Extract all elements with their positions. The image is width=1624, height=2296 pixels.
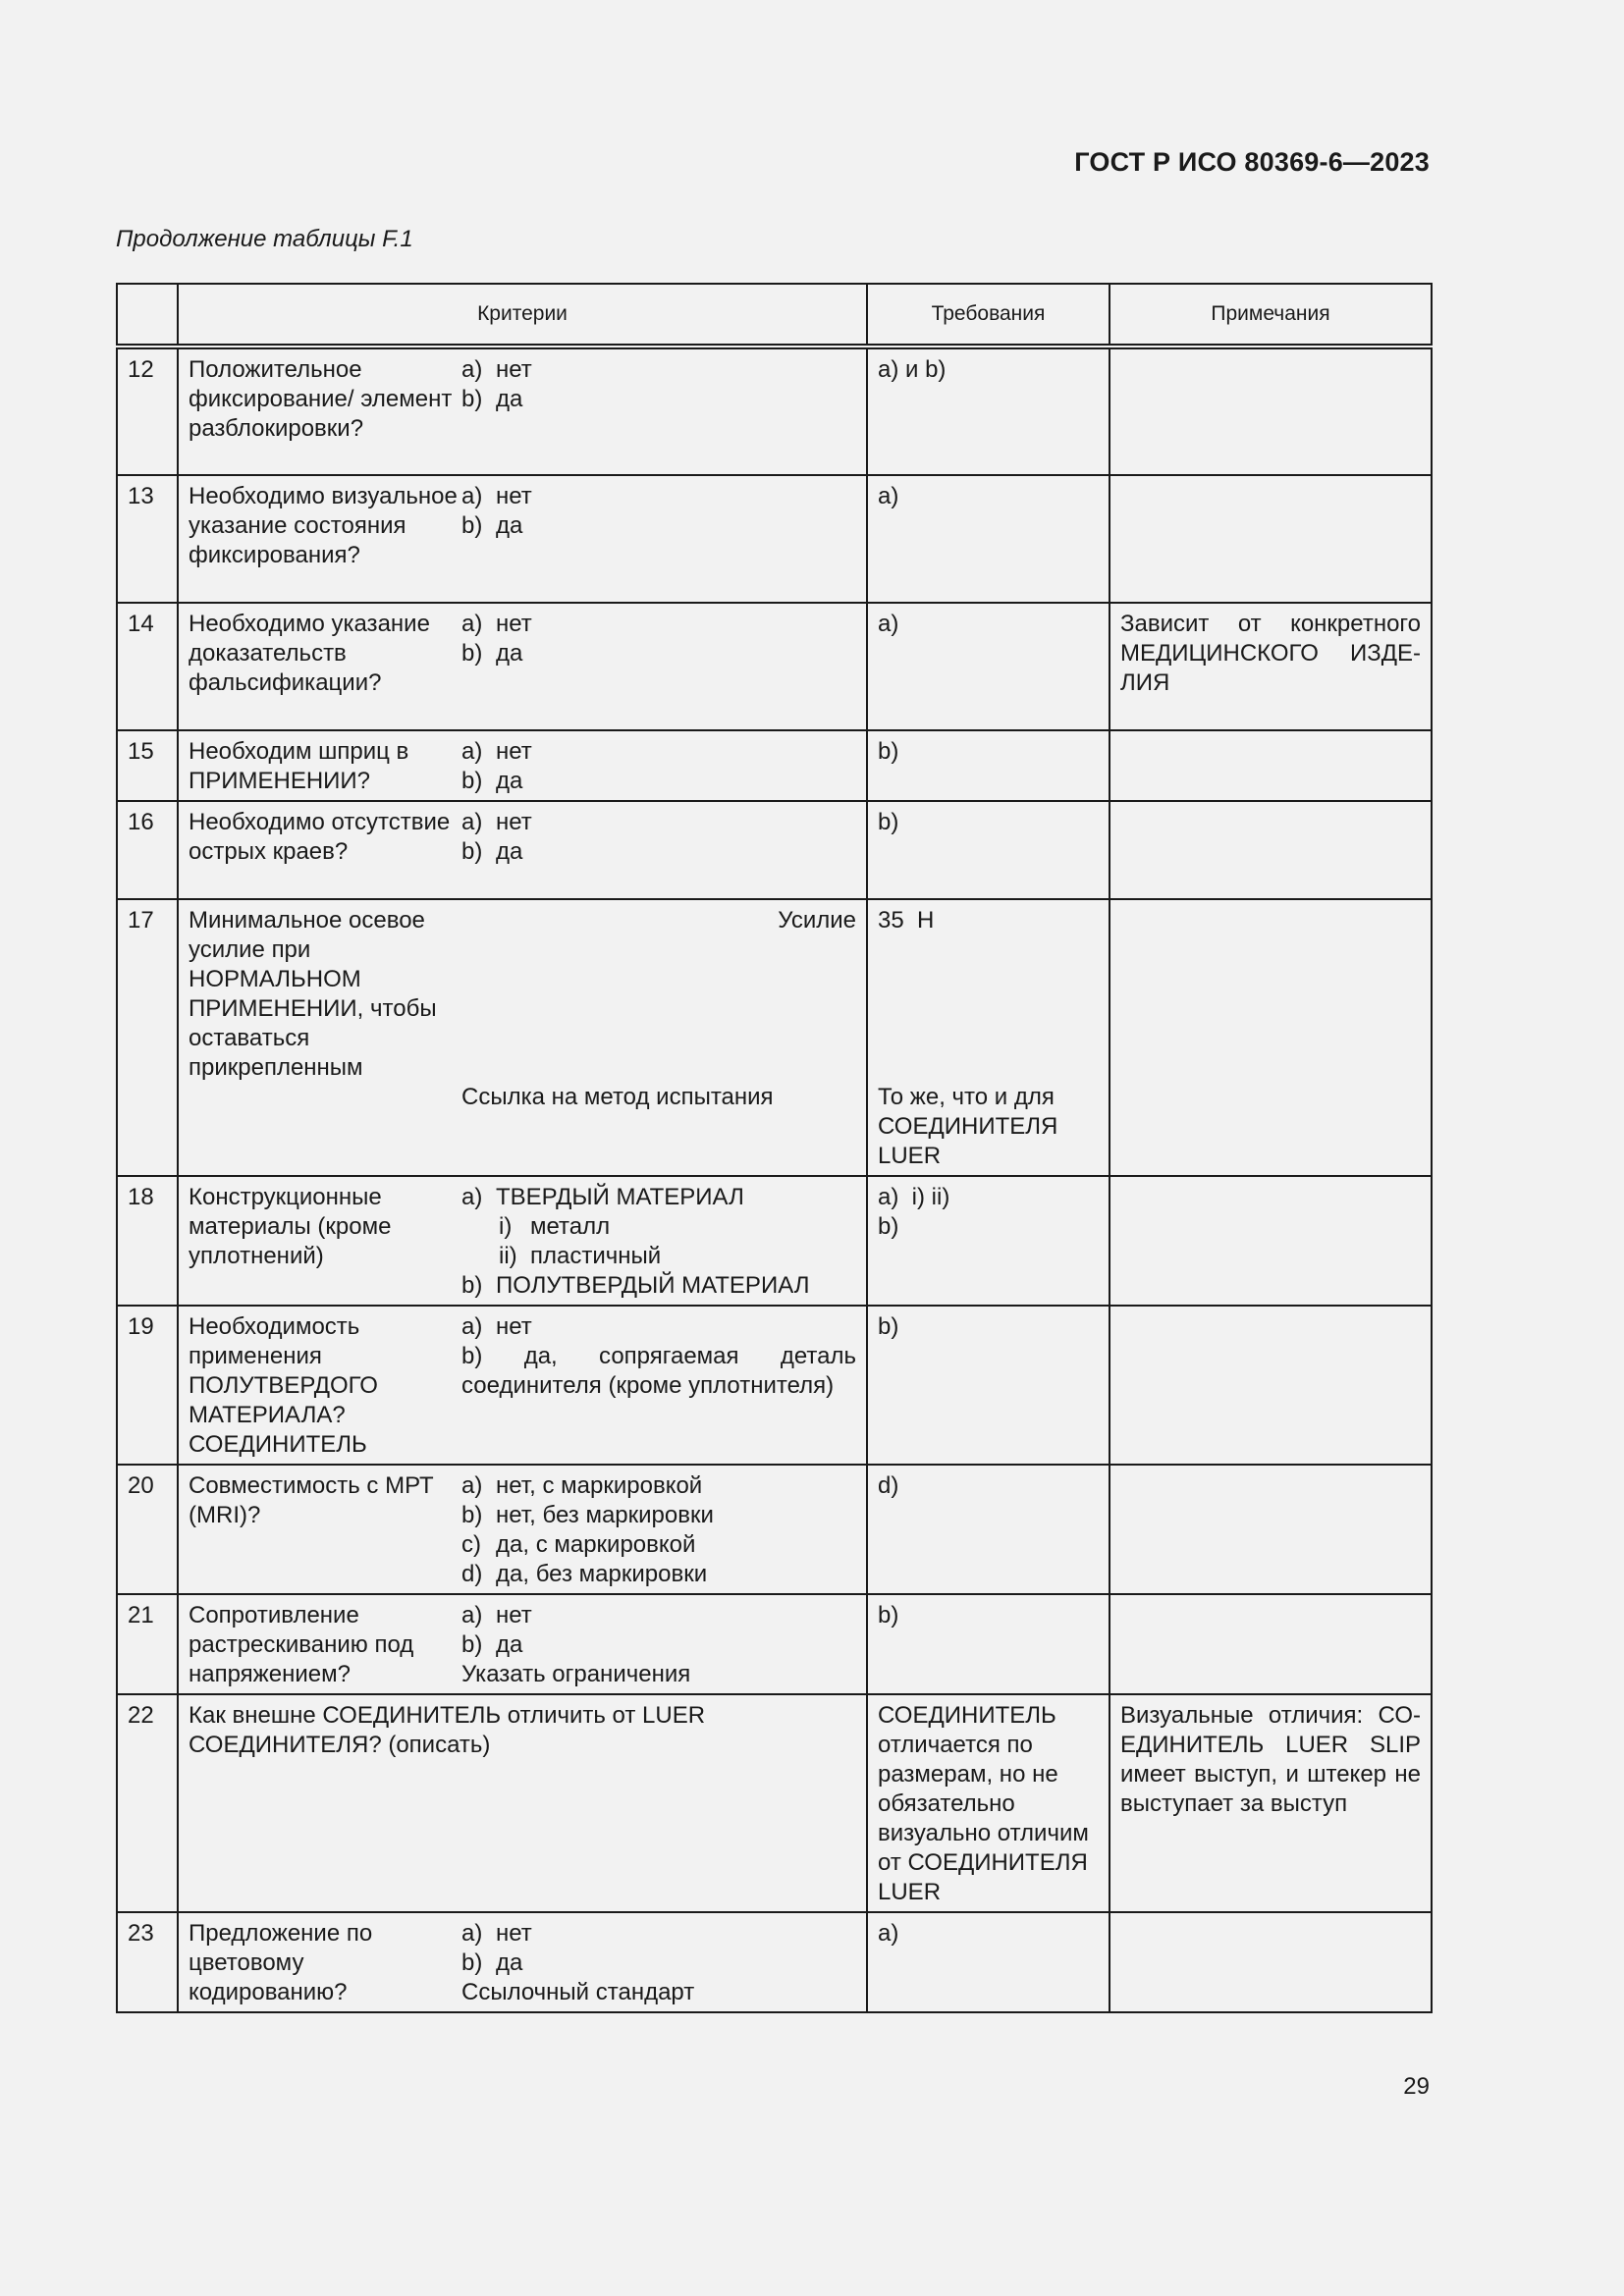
criteria-options xyxy=(461,808,856,867)
page-number: 29 xyxy=(1403,2073,1430,2100)
table-row xyxy=(117,730,1432,801)
header-criteria: Критерии xyxy=(178,284,867,347)
criteria-cell xyxy=(178,603,867,730)
criteria-options xyxy=(461,355,856,444)
criteria-cell xyxy=(178,1594,867,1694)
criteria-options xyxy=(461,482,856,570)
option: b) да xyxy=(461,386,523,412)
criteria-cell xyxy=(178,1176,867,1306)
criteria-cell xyxy=(178,730,867,801)
criteria-question: Конструкционные материалы (кроме уплотнений) xyxy=(189,1184,392,1269)
criteria-question: Необходимо отсутствие острых краев? xyxy=(189,809,451,865)
option: b) да xyxy=(461,768,523,794)
row-number: 15 xyxy=(117,730,178,801)
option: a) нет xyxy=(461,611,532,637)
requirement-cell xyxy=(867,899,1110,1176)
row-number: 18 xyxy=(117,1176,178,1306)
requirement-cell: a) xyxy=(867,603,1110,730)
table-row xyxy=(117,1176,1432,1306)
criteria-options xyxy=(461,1601,856,1689)
criteria-cell xyxy=(178,1306,867,1465)
header-requirements: Требования xyxy=(867,284,1110,347)
row-number: 12 xyxy=(117,347,178,475)
note-cell xyxy=(1110,475,1432,603)
requirement-cell: b) xyxy=(867,801,1110,899)
note-cell xyxy=(1110,899,1432,1176)
option: a) ТВЕРДЫЙ МАТЕРИАЛ xyxy=(461,1184,744,1210)
criteria-question: Необходимость применения ПОЛУТВЕРДОГО МАТЕРИАЛА? СОЕДИНИТЕЛЬ xyxy=(189,1313,378,1458)
criteria-cell xyxy=(178,347,867,475)
row-number: 17 xyxy=(117,899,178,1176)
option: a) нет xyxy=(461,1602,532,1629)
note-cell xyxy=(1110,1465,1432,1594)
criteria-options xyxy=(461,737,856,796)
option-extra: Ссылочный стандарт xyxy=(461,1979,695,2005)
table-row xyxy=(117,347,1432,475)
row-number: 14 xyxy=(117,603,178,730)
criteria-options xyxy=(461,1471,856,1589)
criteria-options xyxy=(461,1919,856,2007)
criteria-question: Необходимо визуальное указание состояния фиксирования? xyxy=(189,483,458,568)
option: a) нет xyxy=(461,356,532,383)
criteria-options xyxy=(461,906,856,1083)
requirement-cell: a) и b) xyxy=(867,347,1110,475)
note-cell xyxy=(1110,801,1432,899)
criteria-options xyxy=(461,1312,856,1460)
table-row xyxy=(117,1306,1432,1465)
criteria-options xyxy=(461,1183,856,1301)
option: a) нет xyxy=(461,1920,532,1947)
requirement-cell: a) xyxy=(867,475,1110,603)
criteria-question: Как внешне СОЕДИНИТЕЛЬ отличить от LUER СОЕДИНИТЕЛЯ? (описать) xyxy=(189,1702,706,1758)
table-row xyxy=(117,475,1432,603)
sub-option: i) металл xyxy=(499,1213,611,1240)
table-row xyxy=(117,1912,1432,2012)
criteria-cell xyxy=(178,1694,867,1912)
force-label: Усилие xyxy=(778,907,856,934)
criteria-cell xyxy=(178,1912,867,2012)
test-method-value: То же, что и для СОЕДИНИТЕЛЯ LUER xyxy=(878,1084,1058,1169)
table-row xyxy=(117,1465,1432,1594)
option: b) ПОЛУТВЕРДЫЙ МАТЕРИАЛ xyxy=(461,1272,810,1299)
option: b) да xyxy=(461,838,523,865)
row-number: 16 xyxy=(117,801,178,899)
requirement-cell: b) xyxy=(867,730,1110,801)
option: b) нет, без маркировки xyxy=(461,1502,714,1528)
option: b) да xyxy=(461,1949,523,1976)
note-cell xyxy=(1110,730,1432,801)
requirement-cell: СОЕДИНИТЕЛЬ отличается по размерам, но не обязательно визуально отличим от СОЕДИНИТЕЛЯ LUER xyxy=(867,1694,1110,1912)
criteria-question: Необходимо указание доказательств фальсификации? xyxy=(189,611,430,696)
option: c) да, с маркировкой xyxy=(461,1531,696,1558)
note-cell xyxy=(1110,347,1432,475)
row-number: 21 xyxy=(117,1594,178,1694)
option: b) да xyxy=(461,1631,523,1658)
row-number: 13 xyxy=(117,475,178,603)
criteria-question: Необходим шприц в ПРИМЕНЕНИИ? xyxy=(189,738,409,794)
force-value: 35 Н xyxy=(878,907,935,934)
row-number: 23 xyxy=(117,1912,178,2012)
test-method-label: Ссылка на метод испытания xyxy=(461,1084,774,1110)
note-cell xyxy=(1110,1594,1432,1694)
table-row xyxy=(117,801,1432,899)
option: b) да xyxy=(461,512,523,539)
row-number: 22 xyxy=(117,1694,178,1912)
option: b) да xyxy=(461,640,523,667)
criteria-question: Предложение по цветовому кодированию? xyxy=(189,1920,373,2005)
option-continuation: соединителя (кроме уплотнителя) xyxy=(461,1372,835,1399)
option: a) нет xyxy=(461,1313,532,1340)
row-number: 19 xyxy=(117,1306,178,1465)
criteria-cell xyxy=(178,801,867,899)
sub-option: ii) пластичный xyxy=(499,1243,662,1269)
criteria-cell xyxy=(178,899,867,1176)
criteria-options xyxy=(461,610,856,698)
note-cell xyxy=(1110,1912,1432,2012)
criteria-question: Совместимость с МРТ (MRI)? xyxy=(189,1472,434,1528)
criteria-table xyxy=(116,283,1433,2013)
criteria-question: Положительное фиксирование/ элемент разблокировки? xyxy=(189,356,453,442)
row-number: 20 xyxy=(117,1465,178,1594)
requirement-cell: d) xyxy=(867,1465,1110,1594)
requirement-cell: a) i) ii) b) xyxy=(867,1176,1110,1306)
criteria-cell xyxy=(178,475,867,603)
option: a) нет, с маркировкой xyxy=(461,1472,703,1499)
header-notes: Примечания xyxy=(1110,284,1432,347)
option: d) да, без маркировки xyxy=(461,1561,708,1587)
table-row xyxy=(117,1694,1432,1912)
criteria-question: Минимальное осевое усилие при НОРМАЛЬНОМ ПРИМЕНЕНИИ, чтобы оставаться прикрепленным xyxy=(189,907,437,1081)
option: a) нет xyxy=(461,809,532,835)
requirement-cell: b) xyxy=(867,1594,1110,1694)
option: b) да, сопрягаемая деталь xyxy=(461,1343,856,1369)
table-row xyxy=(117,603,1432,730)
header-num xyxy=(117,284,178,347)
option: a) нет xyxy=(461,738,532,765)
requirement-cell: b) xyxy=(867,1306,1110,1465)
note-cell: Зависит от конкретного МЕДИЦИНСКОГО ИЗДЕ-ЛИЯ xyxy=(1110,603,1432,730)
criteria-cell xyxy=(178,1465,867,1594)
table-row xyxy=(117,1594,1432,1694)
criteria-question: Сопротивление растрескиванию под напряжением? xyxy=(189,1602,414,1687)
requirement-cell: a) xyxy=(867,1912,1110,2012)
option-extra: Указать ограничения xyxy=(461,1661,691,1687)
note-cell: Визуальные отличия: СО-ЕДИНИТЕЛЬ LUER SLIP имеет выступ, и штекер не выступает за выступ xyxy=(1110,1694,1432,1912)
option: a) нет xyxy=(461,483,532,509)
note-cell xyxy=(1110,1176,1432,1306)
note-cell xyxy=(1110,1306,1432,1465)
document-header: ГОСТ Р ИСО 80369-6—2023 xyxy=(1074,147,1430,177)
table-header-row xyxy=(117,284,1432,347)
table-caption: Продолжение таблицы F.1 xyxy=(116,226,413,252)
table-row xyxy=(117,899,1432,1176)
